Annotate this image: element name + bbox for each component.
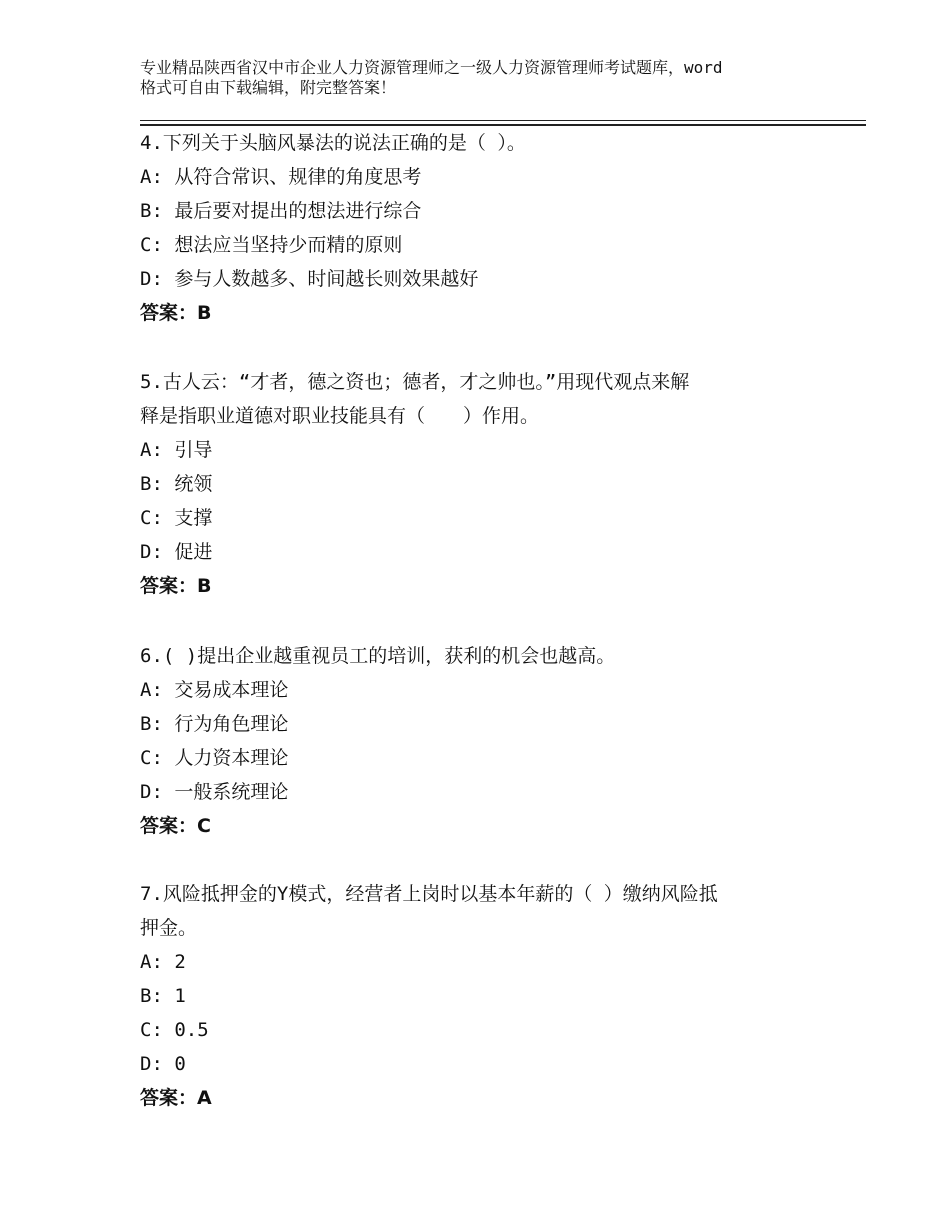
option-b: B: 1 — [140, 985, 186, 1007]
option-d: D: 0 — [140, 1053, 186, 1075]
header-line-1: 专业精品陕西省汉中市企业人力资源管理师之一级人力资源管理师考试题库，word — [140, 58, 723, 77]
option-c: C: 0.5 — [140, 1019, 209, 1041]
document-header — [140, 58, 830, 98]
option-b: B: 最后要对提出的想法进行综合 — [140, 200, 422, 222]
question-6 — [140, 639, 840, 843]
header-divider-thin — [140, 120, 866, 121]
option-a: A: 从符合常识、规律的角度思考 — [140, 166, 422, 188]
header-line-2: 格式可自由下载编辑，附完整答案！ — [140, 78, 397, 97]
answer-label: 答案：B — [140, 575, 212, 597]
question-7 — [140, 877, 840, 1115]
question-5 — [140, 365, 840, 603]
option-c: C: 人力资本理论 — [140, 747, 289, 769]
option-a: A: 交易成本理论 — [140, 679, 289, 701]
option-d: D: 参与人数越多、时间越长则效果越好 — [140, 268, 479, 290]
question-4 — [140, 126, 840, 330]
option-d: D: 促进 — [140, 541, 213, 563]
option-b: B: 行为角色理论 — [140, 713, 289, 735]
question-stem: 4.下列关于头脑风暴法的说法正确的是（ ）。 — [140, 132, 526, 154]
option-d: D: 一般系统理论 — [140, 781, 289, 803]
option-b: B: 统领 — [140, 473, 213, 495]
answer-label: 答案：A — [140, 1087, 212, 1109]
question-stem: 5.古人云：“才者，德之资也；德者，才之帅也。”用现代观点来解 — [140, 371, 690, 393]
option-a: A: 引导 — [140, 439, 213, 461]
question-stem-cont: 释是指职业道德对职业技能具有（ ）作用。 — [140, 405, 540, 427]
option-a: A: 2 — [140, 951, 186, 973]
option-c: C: 想法应当坚持少而精的原则 — [140, 234, 403, 256]
answer-label: 答案：C — [140, 815, 211, 837]
question-stem: 7.风险抵押金的Y模式，经营者上岗时以基本年薪的（ ）缴纳风险抵 — [140, 883, 718, 905]
option-c: C: 支撑 — [140, 507, 213, 529]
question-stem: 6.( )提出企业越重视员工的培训，获利的机会也越高。 — [140, 645, 616, 667]
question-stem-cont: 押金。 — [140, 917, 198, 939]
answer-label: 答案：B — [140, 302, 212, 324]
